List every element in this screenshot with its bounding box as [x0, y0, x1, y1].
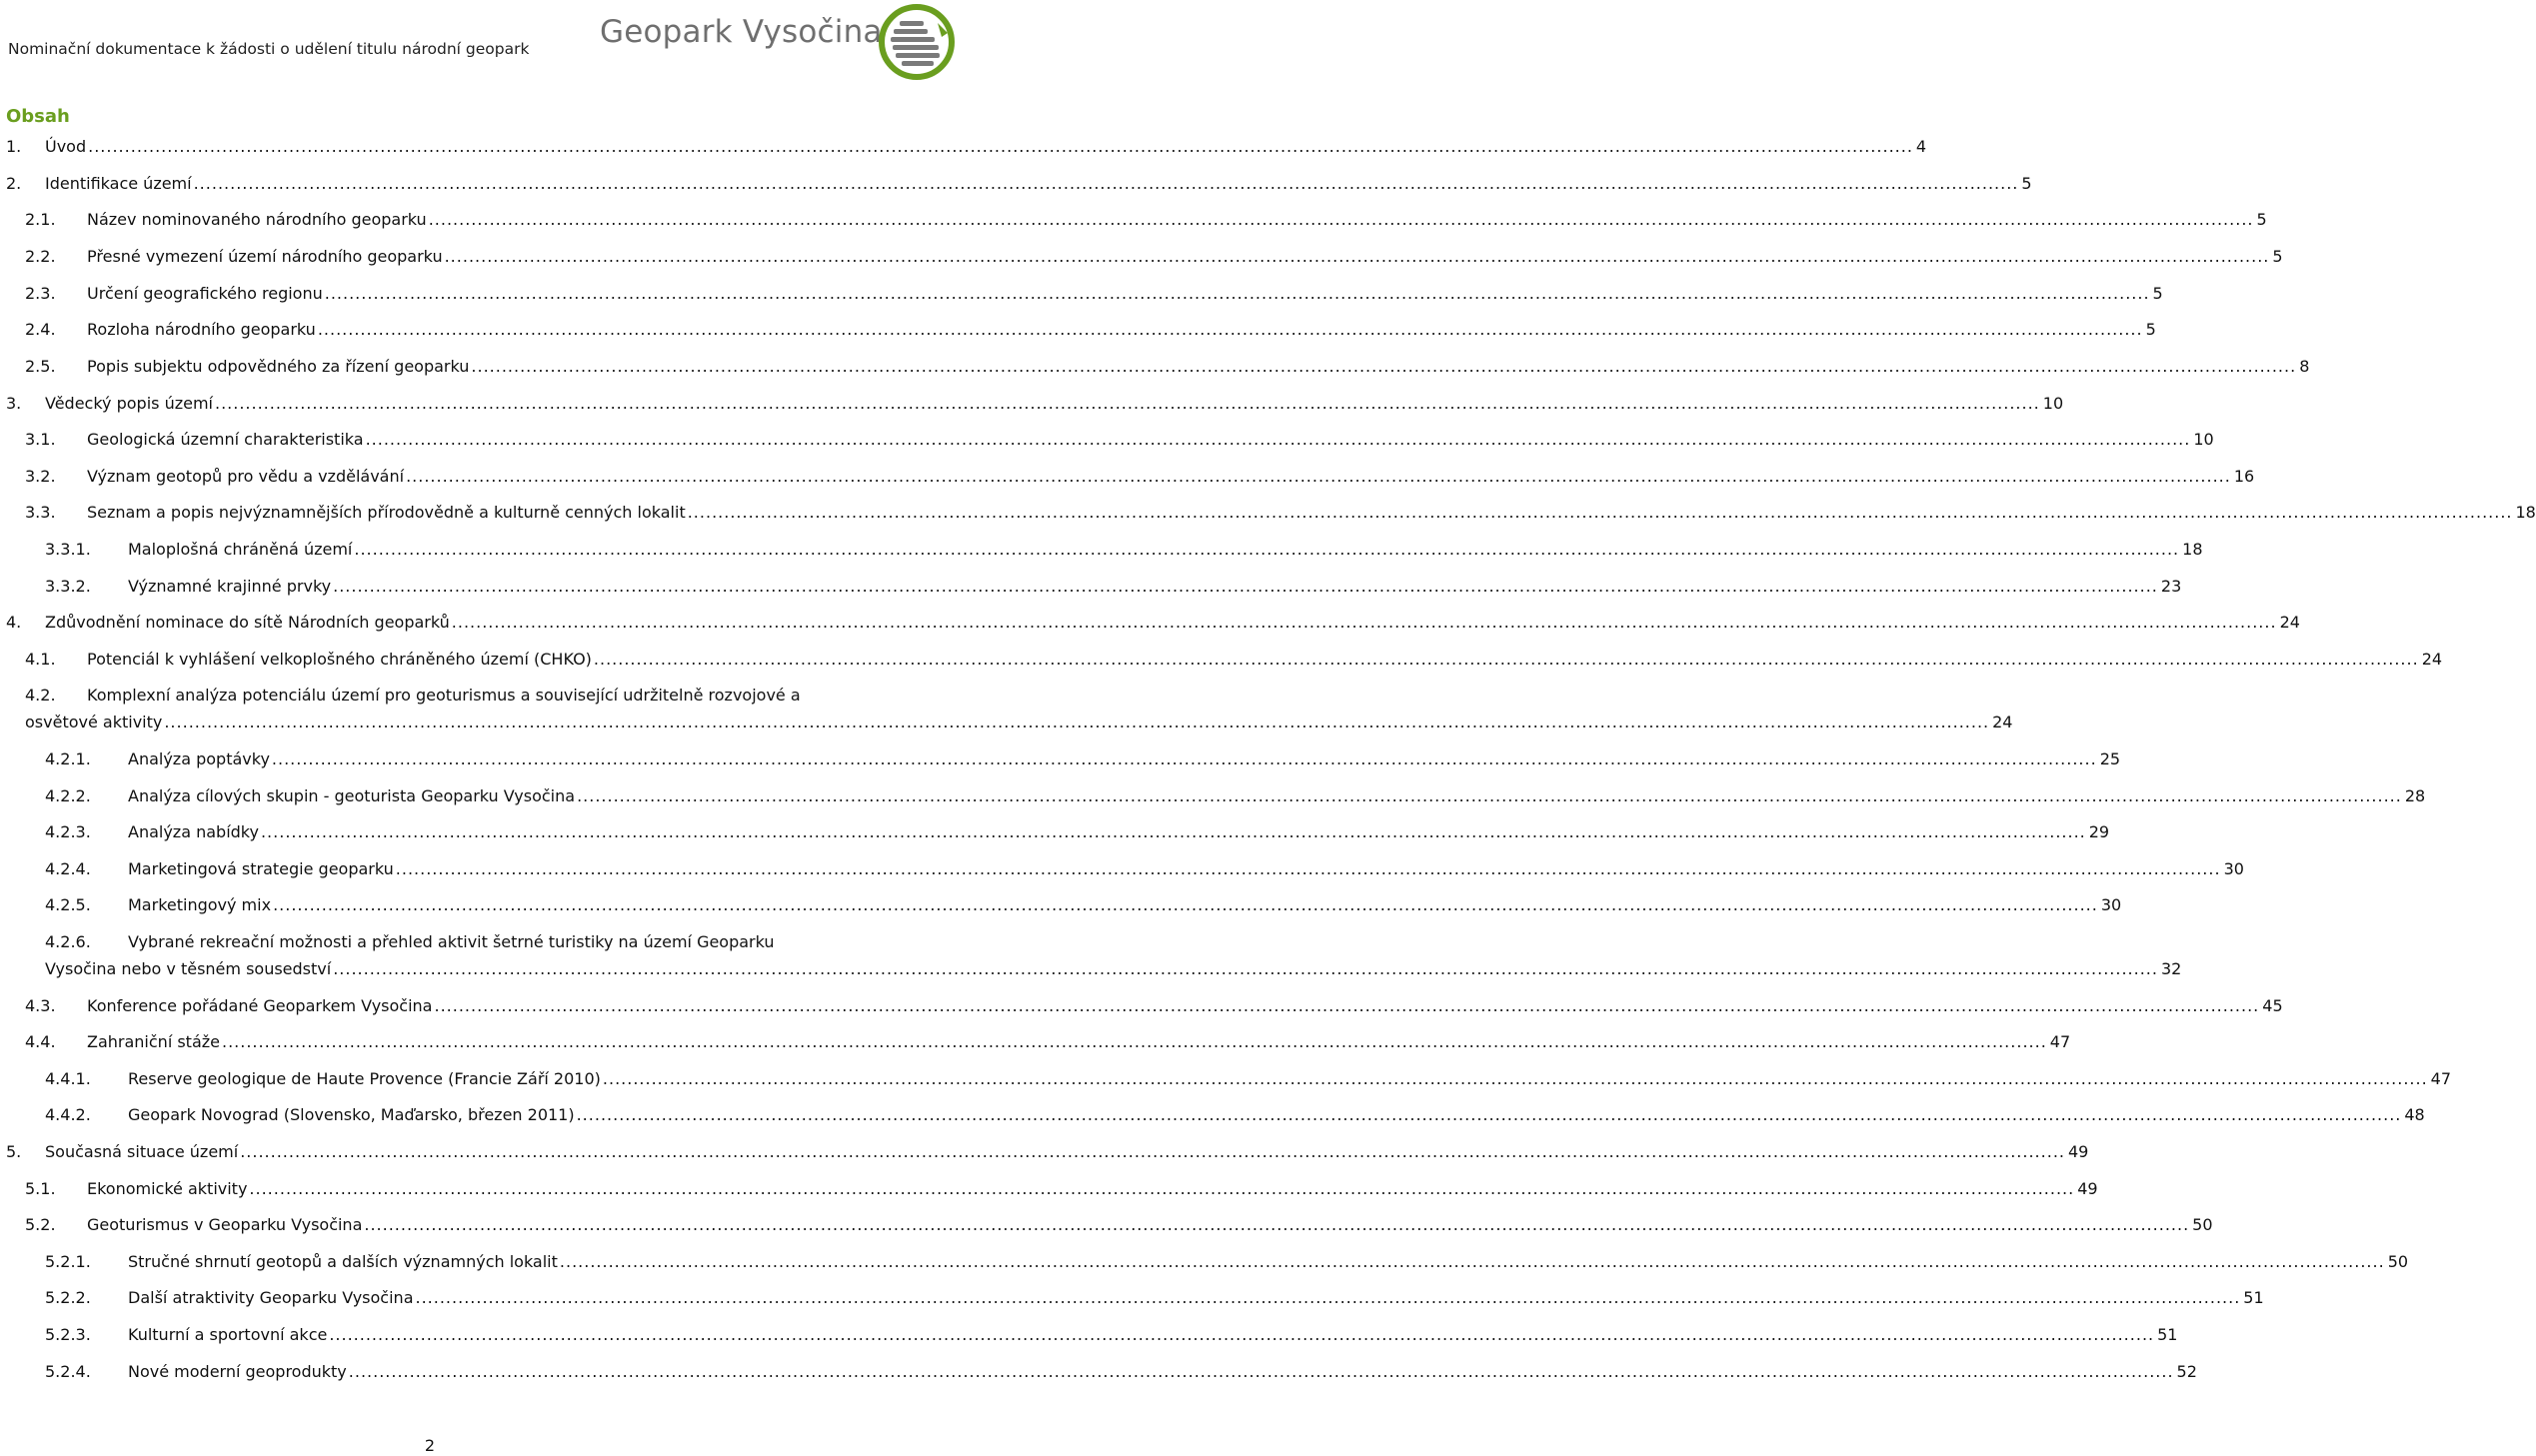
toc-entry-page: 30	[2100, 895, 2122, 914]
toc-entry-title: Geopark Novograd (Slovensko, Maďarsko, březen 2011)	[128, 1105, 575, 1124]
toc-entry-title: Zahraniční stáže	[87, 1032, 220, 1051]
toc-entry-page: 5	[2021, 174, 2032, 193]
toc-dot-leader: ............................................................................................................................................................................................................................................................................................................	[395, 859, 2221, 878]
toc-entry-page: 16	[2233, 467, 2255, 486]
toc-dot-leader: ............................................................................................................................................................................................................................................................................................................	[576, 1105, 2402, 1124]
toc-entry-title: Další atraktivity Geoparku Vysočina	[128, 1288, 414, 1307]
toc-entry-page: 5	[2256, 210, 2267, 229]
toc-dot-leader: ............................................................................................................................................................................................................................................................................................................	[593, 650, 2419, 669]
toc-entry[interactable]	[0, 206, 2267, 233]
toc-entry-title: Analýza cílových skupin - geoturista Geoparku Vysočina	[128, 786, 576, 805]
toc-entry-page: 5	[2272, 247, 2283, 266]
toc-entry[interactable]	[0, 928, 2182, 982]
toc-entry-page: 4	[1915, 137, 1927, 156]
toc-entry-number: 5.1.	[25, 1179, 56, 1198]
toc-entry-number: 4.	[6, 613, 22, 632]
toc-entry-page: 23	[2160, 577, 2182, 596]
toc-entry-title: Marketingová strategie geoparku	[128, 859, 394, 878]
toc-dot-leader: ............................................................................................................................................................................................................................................................................................................	[214, 394, 2040, 413]
toc-entry-title-continuation: Vysočina nebo v těsném sousedství	[45, 959, 332, 978]
toc-entry-title: Název nominovaného národního geoparku	[87, 210, 427, 229]
toc-dot-leader: ............................................................................................................................................................................................................................................................................................................	[406, 467, 2231, 486]
toc-entry-number: 5.2.3.	[45, 1325, 91, 1344]
toc-entry-title: Popis subjektu odpovědného za řízení geoparku	[87, 357, 470, 376]
toc-dot-leader: ............................................................................................................................................................................................................................................................................................................	[88, 137, 1913, 156]
toc-dot-leader: ............................................................................................................................................................................................................................................................................................................	[271, 749, 2097, 768]
toc-entry-number: 4.2.5.	[45, 895, 91, 914]
toc-entry-page: 45	[2262, 996, 2283, 1015]
toc-entry[interactable]	[0, 426, 2214, 453]
toc-entry-title: Maloplošná chráněná území	[128, 540, 353, 559]
toc-entry[interactable]	[0, 1028, 2071, 1055]
toc-entry[interactable]	[0, 1101, 2425, 1128]
toc-entry-page: 51	[2157, 1325, 2178, 1344]
toc-entry-title: Ekonomické aktivity	[87, 1179, 248, 1198]
toc-entry-title: Geologická územní charakteristika	[87, 430, 364, 449]
toc-entry[interactable]	[0, 280, 2163, 307]
toc-entry[interactable]	[0, 782, 2426, 809]
toc-dot-leader: ............................................................................................................................................................................................................................................................................................................	[273, 895, 2098, 914]
toc-entry-number: 4.4.2.	[45, 1105, 91, 1124]
toc-entry-page: 47	[2049, 1032, 2071, 1051]
toc-entry[interactable]	[0, 992, 2283, 1019]
toc-entry-page: 24	[2421, 650, 2443, 669]
toc-entry-page: 52	[2176, 1362, 2197, 1381]
toc-entry-number: 4.2.6.	[45, 932, 91, 951]
toc-dot-leader: ............................................................................................................................................................................................................................................................................................................	[602, 1069, 2428, 1088]
toc-entry[interactable]	[0, 536, 2203, 563]
toc-entry[interactable]	[0, 390, 2064, 417]
toc-entry-number: 4.2.2.	[45, 786, 91, 805]
toc-entry[interactable]	[0, 1175, 2098, 1202]
toc-entry-title: Význam geotopů pro vědu a vzdělávání	[87, 467, 405, 486]
toc-entry[interactable]	[0, 463, 2255, 490]
toc-entry-number: 1.	[6, 137, 22, 156]
toc-entry[interactable]	[0, 353, 2310, 380]
toc-entry-page: 5	[2145, 320, 2156, 339]
toc-entry-title-continuation: osvětové aktivity	[25, 713, 163, 731]
toc-entry-number: 5.2.2.	[45, 1288, 91, 1307]
toc-entry-page: 18	[2182, 540, 2203, 559]
toc-entry-page: 8	[2299, 357, 2310, 376]
toc-dot-leader: ............................................................................................................................................................................................................................................................................................................	[324, 284, 2150, 303]
toc-entry-page: 49	[2067, 1142, 2089, 1161]
toc-entry-page: 51	[2243, 1288, 2264, 1307]
toc-entry[interactable]	[0, 1248, 2409, 1275]
toc-dot-leader: ............................................................................................................................................................................................................................................................................................................	[164, 713, 1990, 731]
toc-entry[interactable]	[0, 573, 2182, 600]
logo-text: Geopark Vysočina	[600, 14, 883, 50]
toc-dot-leader: ............................................................................................................................................................................................................................................................................................................	[415, 1288, 2241, 1307]
toc-entry-page: 48	[2404, 1105, 2425, 1124]
toc-entry-number: 4.2.1.	[45, 749, 91, 768]
toc-entry[interactable]	[0, 1138, 2089, 1165]
toc-entry[interactable]	[0, 745, 2121, 772]
toc-entry-page: 10	[2042, 394, 2064, 413]
toc-entry[interactable]	[0, 499, 2536, 526]
stacked-stones-globe-icon	[878, 3, 956, 81]
toc-entry-page: 50	[2387, 1252, 2409, 1271]
toc-entry-number: 5.	[6, 1142, 22, 1161]
toc-entry-title: Marketingový mix	[128, 895, 272, 914]
toc-entry-number: 4.2.3.	[45, 822, 91, 841]
toc-entry-number: 2.	[6, 174, 22, 193]
toc-dot-leader: ............................................................................................................................................................................................................................................................................................................	[444, 247, 2270, 266]
toc-dot-leader: ............................................................................................................................................................................................................................................................................................................	[428, 210, 2254, 229]
toc-dot-leader: ............................................................................................................................................................................................................................................................................................................	[577, 786, 2402, 805]
toc-dot-leader: ............................................................................................................................................................................................................................................................................................................	[364, 1215, 2190, 1234]
toc-entry-number: 2.4.	[25, 320, 56, 339]
toc-entry-number: 4.4.1.	[45, 1069, 91, 1088]
toc-entry-title: Úvod	[45, 137, 87, 156]
toc-dot-leader: ............................................................................................................................................................................................................................................................................................................	[687, 503, 2513, 522]
toc-dot-leader: ............................................................................................................................................................................................................................................................................................................	[348, 1362, 2174, 1381]
toc-entry-title: Stručné shrnutí geotopů a dalších významných lokalit	[128, 1252, 558, 1271]
toc-dot-leader: ............................................................................................................................................................................................................................................................................................................	[354, 540, 2180, 559]
document-title: Nominační dokumentace k žádosti o udělení titulu národní geopark	[8, 40, 530, 58]
toc-dot-leader: ............................................................................................................................................................................................................................................................................................................	[471, 357, 2297, 376]
toc-entry-number: 2.3.	[25, 284, 56, 303]
toc-entry-title: Konference pořádané Geoparkem Vysočina	[87, 996, 433, 1015]
toc-dot-leader: ............................................................................................................................................................................................................................................................................................................	[365, 430, 2191, 449]
toc-dot-leader: ............................................................................................................................................................................................................................................................................................................	[260, 822, 2086, 841]
toc-entry-title: Přesné vymezení území národního geoparku	[87, 247, 443, 266]
toc-entry-page: 28	[2404, 786, 2426, 805]
toc-entry-number: 4.2.4.	[45, 859, 91, 878]
toc-dot-leader: ............................................................................................................................................................................................................................................................................................................	[249, 1179, 2075, 1198]
toc-entry[interactable]	[0, 891, 2122, 918]
toc-entry-number: 5.2.	[25, 1215, 56, 1234]
toc-entry-page: 49	[2077, 1179, 2098, 1198]
toc-entry-title: Vybrané rekreační možnosti a přehled aktivit šetrné turistiky na území Geoparku	[128, 932, 775, 951]
toc-entry[interactable]	[0, 1284, 2264, 1311]
toc-entry-number: 4.1.	[25, 650, 56, 669]
toc-entry[interactable]	[0, 1321, 2178, 1348]
toc-entry[interactable]	[0, 243, 2283, 270]
toc-dot-leader: ............................................................................................................................................................................................................................................................................................................	[222, 1032, 2047, 1051]
toc-entry[interactable]	[0, 1065, 2452, 1092]
toc-entry-page: 24	[1992, 713, 2013, 731]
toc-entry-title: Seznam a popis nejvýznamnějších přírodovědně a kulturně cenných lokalit	[87, 503, 686, 522]
toc-entry-title: Významné krajinné prvky	[128, 577, 332, 596]
toc-entry[interactable]	[0, 682, 2013, 735]
toc-dot-leader: ............................................................................................................................................................................................................................................................................................................	[559, 1252, 2385, 1271]
toc-entry-title: Nové moderní geoprodukty	[128, 1362, 347, 1381]
toc-entry-number: 2.2.	[25, 247, 56, 266]
toc-entry-number: 3.2.	[25, 467, 56, 486]
toc-entry[interactable]	[0, 170, 2032, 197]
toc-entry-page: 5	[2152, 284, 2163, 303]
toc-entry-number: 3.1.	[25, 430, 56, 449]
toc-entry-page: 47	[2430, 1069, 2452, 1088]
toc-entry-number: 4.3.	[25, 996, 56, 1015]
toc-entry-page: 18	[2515, 503, 2536, 522]
page-number: 2	[424, 1436, 436, 1455]
toc-entry-number: 5.2.4.	[45, 1362, 91, 1381]
toc-dot-leader: ............................................................................................................................................................................................................................................................................................................	[333, 577, 2158, 596]
toc-entry-title: Analýza poptávky	[128, 749, 270, 768]
toc-entry-title: Určení geografického regionu	[87, 284, 323, 303]
toc-dot-leader: ............................................................................................................................................................................................................................................................................................................	[329, 1325, 2155, 1344]
toc-entry-page: 10	[2193, 430, 2214, 449]
toc-entry-title: Rozloha národního geoparku	[87, 320, 316, 339]
toc-dot-leader: ............................................................................................................................................................................................................................................................................................................	[333, 959, 2158, 978]
toc-dot-leader: ............................................................................................................................................................................................................................................................................................................	[434, 996, 2260, 1015]
toc-entry[interactable]	[0, 133, 1927, 160]
toc-entry-title: Geoturismus v Geoparku Vysočina	[87, 1215, 363, 1234]
toc-dot-leader: ............................................................................................................................................................................................................................................................................................................	[317, 320, 2143, 339]
toc-entry-title: Analýza nabídky	[128, 822, 259, 841]
toc-entry-title: Reserve geologique de Haute Provence (Francie Září 2010)	[128, 1069, 601, 1088]
toc-entry-number: 3.3.2.	[45, 577, 91, 596]
toc-entry-number: 2.5.	[25, 357, 56, 376]
toc-entry-number: 4.2.	[25, 686, 56, 705]
toc-entry-page: 30	[2223, 859, 2244, 878]
toc-entry-number: 5.2.1.	[45, 1252, 91, 1271]
toc-entry[interactable]	[0, 855, 2244, 882]
toc-dot-leader: ............................................................................................................................................................................................................................................................................................................	[193, 174, 2019, 193]
toc-entry[interactable]	[0, 818, 2110, 845]
toc-entry-title: Kulturní a sportovní akce	[128, 1325, 328, 1344]
toc-entry[interactable]	[0, 316, 2156, 343]
toc-entry-title: Komplexní analýza potenciálu území pro geoturismus a související udržitelně rozvojové a	[87, 686, 801, 705]
toc-entry-number: 3.	[6, 394, 22, 413]
toc-entry-page: 25	[2099, 749, 2121, 768]
toc-entry-number: 2.1.	[25, 210, 56, 229]
toc-entry[interactable]	[0, 1211, 2213, 1238]
toc-entry-page: 50	[2192, 1215, 2213, 1234]
toc-entry-number: 3.3.	[25, 503, 56, 522]
toc-entry[interactable]	[0, 609, 2300, 636]
toc-entry-title: Zdůvodnění nominace do sítě Národních geoparků	[45, 613, 450, 632]
toc-entry-title: Identifikace území	[45, 174, 192, 193]
toc-entry-number: 3.3.1.	[45, 540, 91, 559]
toc-entry-title: Potenciál k vyhlášení velkoplošného chráněného území (CHKO)	[87, 650, 592, 669]
toc-entry-number: 4.4.	[25, 1032, 56, 1051]
toc-dot-leader: ............................................................................................................................................................................................................................................................................................................	[240, 1142, 2065, 1161]
toc-entry-page: 32	[2160, 959, 2182, 978]
toc-heading: Obsah	[6, 106, 70, 127]
toc-entry[interactable]	[0, 1358, 2197, 1385]
toc-entry-page: 29	[2088, 822, 2110, 841]
toc-entry-title: Vědecký popis území	[45, 394, 213, 413]
toc-entry-page: 24	[2279, 613, 2300, 632]
toc-dot-leader: ............................................................................................................................................................................................................................................................................................................	[451, 613, 2277, 632]
toc-entry[interactable]	[0, 646, 2443, 673]
toc-entry-title: Současná situace území	[45, 1142, 239, 1161]
